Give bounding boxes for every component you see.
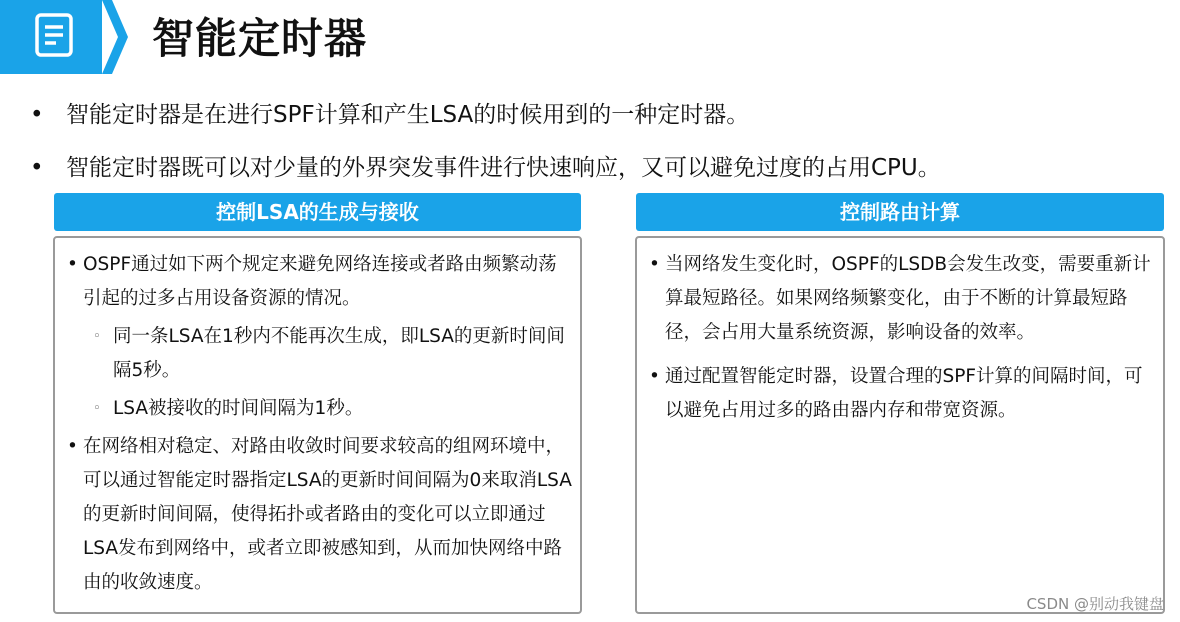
item-text: LSA被接收的时间间隔为1秒。 (113, 398, 364, 419)
page-title: 智能定时器 (152, 14, 368, 63)
list-item (649, 248, 1155, 350)
bullet-mark: • (67, 254, 78, 275)
sub-bullet-mark: ◦ (93, 329, 101, 344)
right-panel (635, 236, 1165, 614)
sub-list-item (67, 320, 572, 388)
list-item (67, 248, 572, 316)
left-panel-header: 控制LSA的生成与接收 (54, 193, 581, 231)
item-text: 当网络发生变化时，OSPF的LSDB会发生改变，需要重新计算最短路径。如果网络频繁变化，由于不断的计算最短路径，会占用大量系统资源，影响设备的效率。 (665, 254, 1151, 343)
chevron-right-icon (102, 0, 132, 74)
item-text: 通过配置智能定时器，设置合理的SPF计算的间隔时间，可以避免占用过多的路由器内存和带宽资源。 (665, 366, 1143, 421)
item-text: 同一条LSA在1秒内不能再次生成，即LSA的更新时间间隔5秒。 (113, 326, 565, 381)
bullet-mark: • (649, 366, 660, 387)
intro-bullets (30, 98, 1160, 204)
sub-list-item (67, 392, 572, 426)
list-item (649, 360, 1155, 428)
watermark: CSDN @别动我键盘 (1026, 595, 1164, 613)
item-text: OSPF通过如下两个规定来避免网络连接或者路由频繁动荡引起的过多占用设备资源的情况。 (83, 254, 557, 309)
header-icon-block (0, 0, 102, 74)
sub-bullet-mark: ◦ (93, 401, 101, 416)
list-item (67, 430, 572, 600)
intro-bullet: • 智能定时器是在进行SPF计算和产生LSA的时候用到的一种定时器。 (30, 98, 1160, 132)
document-icon (34, 12, 74, 58)
intro-bullet: • 智能定时器既可以对少量的外界突发事件进行快速响应，又可以避免过度的占用CPU。 (30, 151, 1160, 185)
right-panel-header: 控制路由计算 (636, 193, 1164, 231)
item-text: 在网络相对稳定、对路由收敛时间要求较高的组网环境中，可以通过智能定时器指定LSA的更新时间间隔为0来取消LSA的更新时间间隔，使得拓扑或者路由的变化可以立即通过LSA发布到网络中，或者立即被感知到，从而加快网络中路由的收敛速度。 (83, 436, 572, 593)
bullet-mark: • (649, 254, 660, 275)
bullet-mark: • (67, 436, 78, 457)
left-panel (53, 236, 582, 614)
